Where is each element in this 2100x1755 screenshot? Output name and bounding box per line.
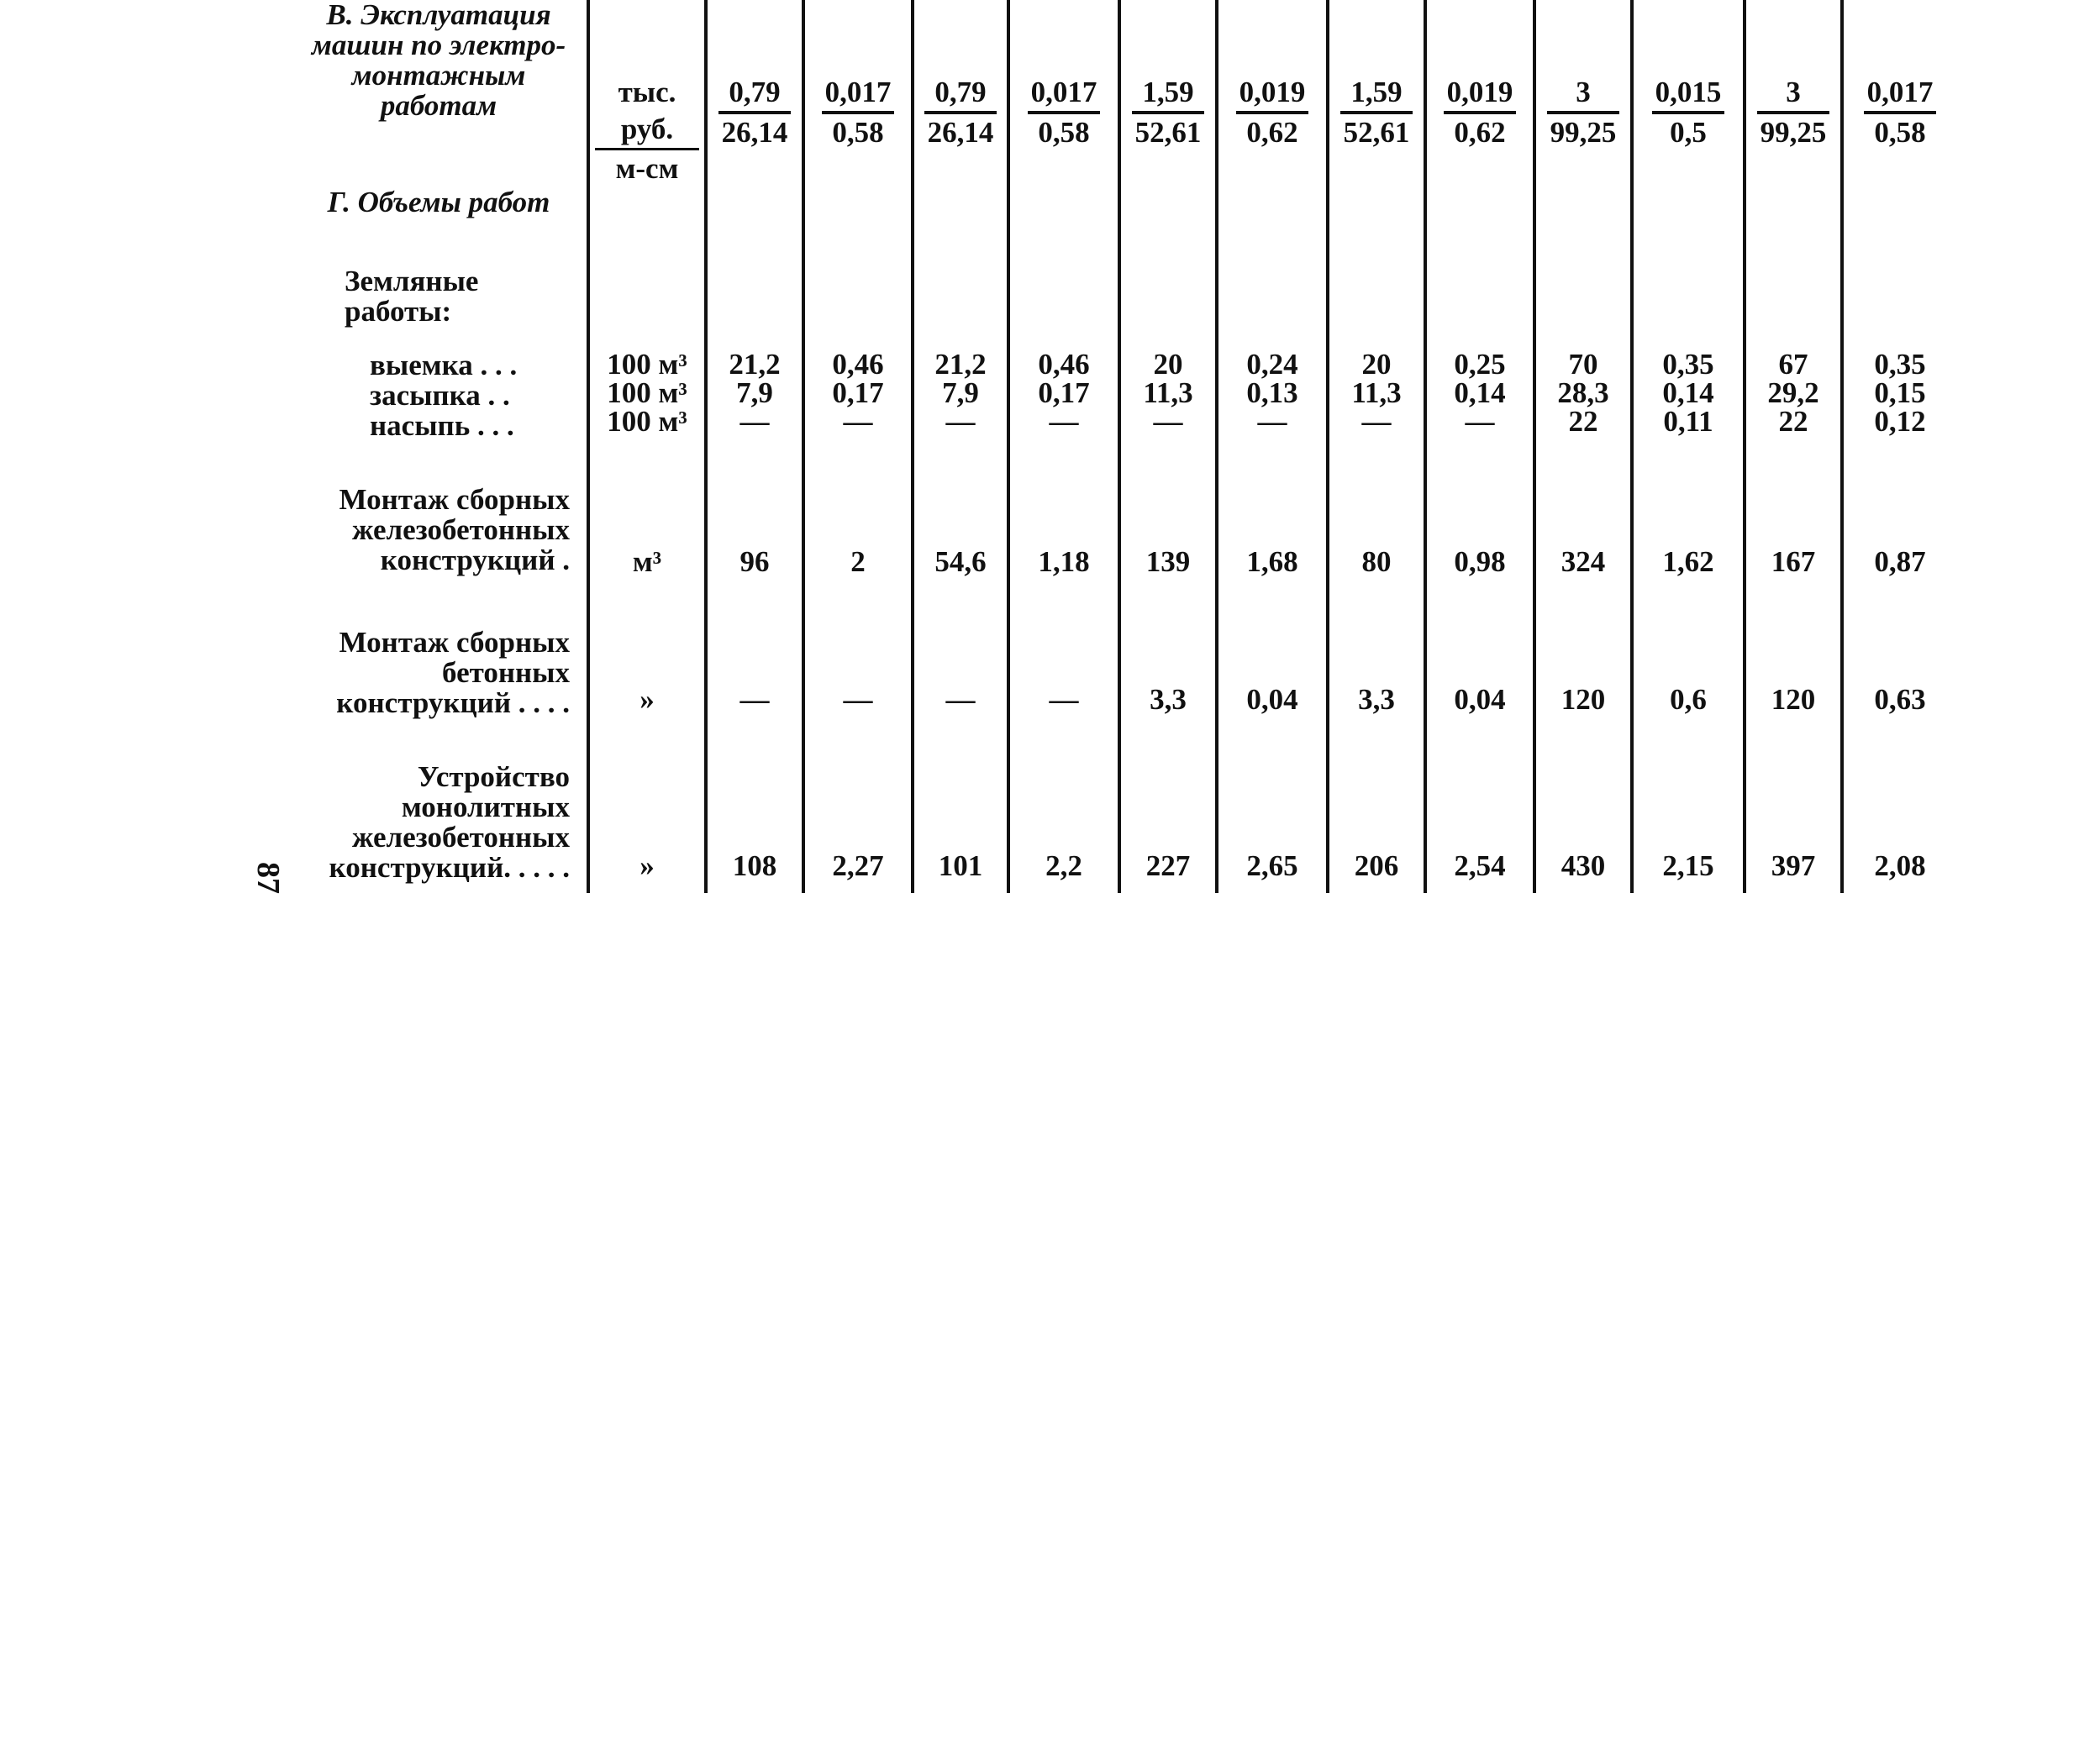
earth-value: 0,24 [1246,348,1298,381]
earth-row-label: насыпь . . . [370,409,514,442]
table-cell: 2,08 [1842,725,1956,893]
earth-value: 0,13 [1246,376,1298,409]
table-cell: 0,63 [1842,591,1956,725]
table-row [303,591,1956,725]
earth-value: 0,15 [1874,376,1926,409]
fraction-cell: $\frac{0,019}{0,62}$ [1444,74,1517,151]
earth-value: 20 [1361,348,1392,381]
table-cell: 397 [1745,725,1842,893]
earth-value: 0,25 [1454,348,1506,381]
earth-value: 22 [1568,405,1598,438]
fraction-cell: $\frac{0,019}{0,62}$ [1236,74,1309,151]
table-cell: 0,04 [1217,591,1328,725]
fraction-cell: $\frac{0,017}{0,58}$ [822,74,895,151]
table-cell: 2,2 [1008,725,1119,893]
table-cell: — [1008,591,1119,725]
table-cell: 1,18 [1008,456,1119,591]
section-v-row [303,0,1956,187]
table-cell: 2,15 [1632,725,1745,893]
table-cell: 3,3 [1119,591,1217,725]
earthworks-label: Земляные работы: [345,265,479,328]
table-cell: 0,87 [1842,456,1956,591]
earth-row-label: выемка . . . [370,349,518,381]
table-cell: 206 [1328,725,1425,893]
fraction-cell: $\frac{0,79}{26,14}$ [924,74,997,151]
table-cell: 108 [706,725,803,893]
earth-value: — [1361,405,1392,438]
earth-value: 21,2 [934,348,987,381]
earth-value: 21,2 [729,348,781,381]
table-cell: 0,04 [1425,591,1534,725]
fraction-cell: $\frac{0,017}{0,58}$ [1028,74,1101,151]
table-cell: 0,6 [1632,591,1745,725]
row-label: Устройство монолитных железобетонных конструкций. . . . . [329,760,570,884]
fraction-cell: $\frac{0,017}{0,58}$ [1864,74,1937,151]
earth-value: — [1465,405,1495,438]
earth-unit: 100 м³ [607,405,687,438]
earth-value: 28,3 [1557,376,1609,409]
earth-value: — [1257,405,1287,438]
table-cell: 120 [1534,591,1632,725]
earth-value: 67 [1778,348,1808,381]
table-cell: 80 [1328,456,1425,591]
earth-value: 11,3 [1143,376,1193,409]
table-cell: 227 [1119,725,1217,893]
table-cell: 324 [1534,456,1632,591]
earth-value: 29,2 [1767,376,1819,409]
earth-value: 0,17 [1038,376,1090,409]
fraction-cell: $\frac{0,79}{26,14}$ [718,74,792,151]
section-v-title: В. Эксплуатация машин по электро-монтажным работам [311,0,566,122]
earth-value: 0,17 [832,376,884,409]
row-unit: » [588,725,706,893]
row-unit: » [588,591,706,725]
table-cell: 2,54 [1425,725,1534,893]
fraction-cell: $\frac{3}{99,25}$ [1757,74,1830,151]
row-label: Монтаж сборных бетонных конструкций . . . . [336,626,570,719]
table-cell: — [803,591,913,725]
fraction-cell: $\frac{0,015}{0,5}$ [1652,74,1725,151]
table-row [303,725,1956,893]
earth-value: 7,9 [942,376,979,409]
row-unit: м³ [588,456,706,591]
table-cell: 2,65 [1217,725,1328,893]
earth-value: — [843,405,873,438]
earth-value: — [739,405,770,438]
earth-value: 0,14 [1662,376,1714,409]
table-cell: 3,3 [1328,591,1425,725]
earth-value: 11,3 [1351,376,1402,409]
earth-value: — [945,405,976,438]
data-table [303,0,1956,893]
table-cell: 101 [913,725,1008,893]
table-cell: 120 [1745,591,1842,725]
table-row [303,456,1956,591]
earthworks-label-row [303,255,1956,339]
section-g-title-row [303,187,1956,255]
earth-value: 70 [1568,348,1598,381]
unit-bottom: м-см [615,152,679,185]
table-cell: 430 [1534,725,1632,893]
table-cell: 0,98 [1425,456,1534,591]
earth-value: 0,46 [832,348,884,381]
earth-value: — [1153,405,1183,438]
table-cell: 96 [706,456,803,591]
earth-value: 0,35 [1874,348,1926,381]
earth-unit: 100 м³ [607,348,687,381]
unit-top: тыс. руб. [595,74,699,150]
row-label: Монтаж сборных железобетонных конструкций . [339,483,570,576]
table-cell: 54,6 [913,456,1008,591]
earth-rows [303,339,1956,456]
earth-value: 0,12 [1874,405,1926,438]
section-g-title: Г. Объемы работ [327,186,550,218]
table-cell: — [706,591,803,725]
earth-value: 0,35 [1662,348,1714,381]
fraction-cell: $\frac{1,59}{52,61}$ [1340,74,1413,151]
section-v-unit [588,0,706,187]
earth-value: 22 [1778,405,1808,438]
table-cell: — [913,591,1008,725]
table-cell: 1,68 [1217,456,1328,591]
earth-value: 0,11 [1663,405,1713,438]
table-cell: 167 [1745,456,1842,591]
table-cell: 139 [1119,456,1217,591]
earth-value: 0,14 [1454,376,1506,409]
earth-value: 20 [1153,348,1183,381]
earth-value: 0,46 [1038,348,1090,381]
table-cell: 2 [803,456,913,591]
earth-unit: 100 м³ [607,376,687,409]
earth-row-label: засыпка . . [370,379,510,412]
earth-value: 7,9 [736,376,773,409]
earth-value: — [1049,405,1079,438]
page-number: 87 [250,862,286,894]
table-cell: 2,27 [803,725,913,893]
fraction-cell: $\frac{3}{99,25}$ [1547,74,1620,151]
fraction-cell: $\frac{1,59}{52,61}$ [1132,74,1205,151]
table-cell: 1,62 [1632,456,1745,591]
